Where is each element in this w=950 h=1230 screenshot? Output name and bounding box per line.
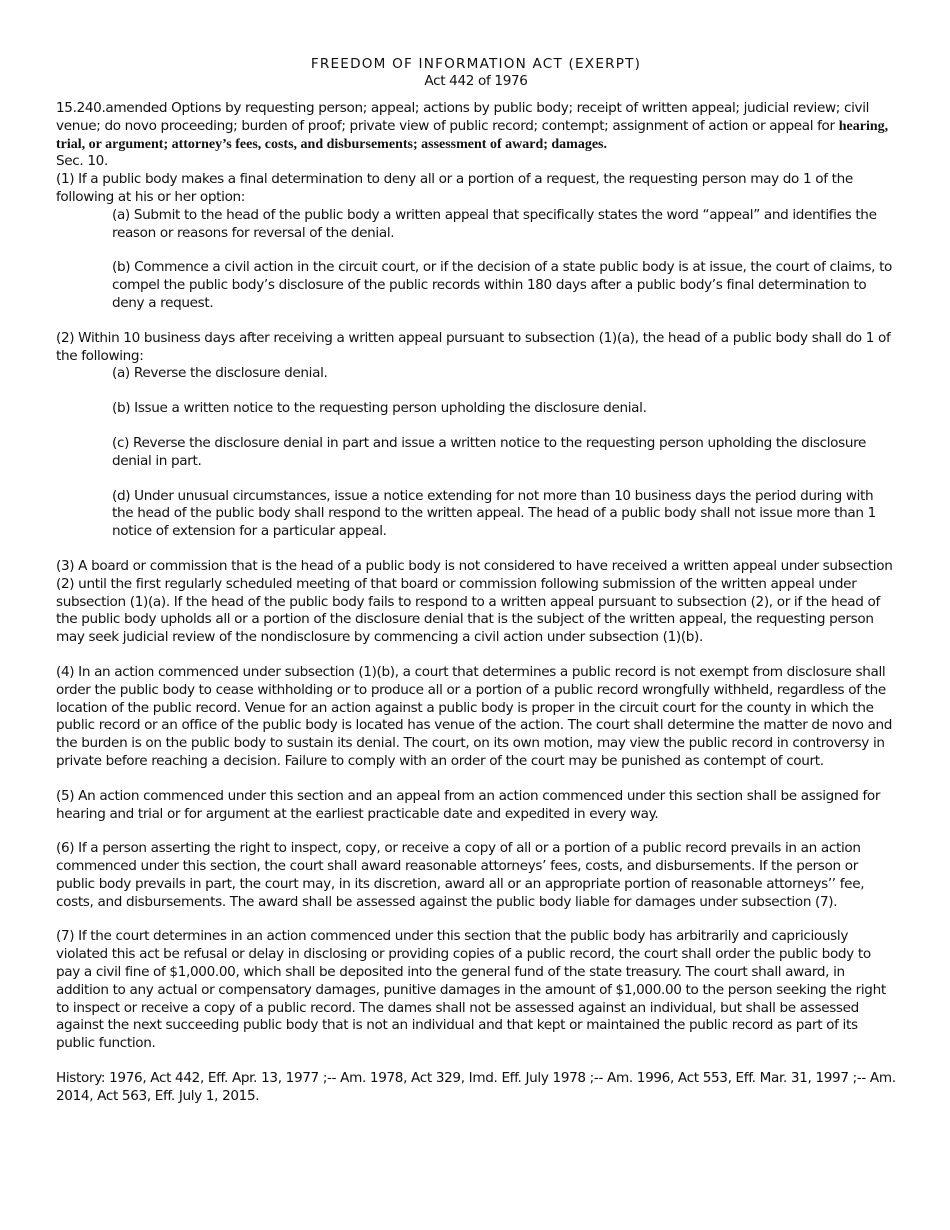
- document-page: [56, 56, 896, 1106]
- subsection-2b: (b) Issue a written notice to the requesting person upholding the disclosure denial.: [112, 400, 647, 417]
- subsection-2: (2) Within 10 business days after receiving a written appeal pursuant to subsection (1)(a), the head of a public body shall do 1 of the following:: [56, 329, 891, 364]
- subsection-1b: (b) Commence a civil action in the circuit court, or if the decision of a state public body is at issue, the court of claims, to compel the public body’s disclosure of the public records within 180 days after a public body’s final determination to deny a request.: [112, 259, 893, 311]
- subsection-1a: (a) Submit to the head of the public body a written appeal that specifically states the word “appeal” and identifies the reason or reasons for reversal of the denial.: [112, 206, 877, 241]
- section-number: Sec. 10.: [56, 153, 108, 170]
- document-title: FREEDOM OF INFORMATION ACT (EXERPT): [310, 56, 642, 72]
- subsection-3: (3) A board or commission that is the head of a public body is not considered to have received a written appeal under subsection (2) until the first regularly scheduled meeting of that board or commission following submission of the written appeal under subsection (1)(a). If the head of the public body fails to respond to a written appeal pursuant to subsection (2), or if the head of the public body upholds all or a portion of the disclosure denial that is the subject of the written appeal, the requesting person may seek judicial review of the nondisclosure by commencing a civil action under subsection (1)(b).: [56, 557, 893, 646]
- history-note: History: 1976, Act 442, Eff. Apr. 13, 1977 ;-- Am. 1978, Act 329, Imd. Eff. July 1978 ;-- Am. 1996, Act 553, Eff. Mar. 31, 1997 ;-- Am. 2014, Act 563, Eff. July 1, 2015.: [56, 1070, 896, 1104]
- subsection-2a: (a) Reverse the disclosure denial.: [112, 365, 328, 382]
- subsection-7: (7) If the court determines in an action commenced under this section that the public body has arbitrarily and capriciously violated this act be refusal or delay in disclosing or providing copies of a public record, the court shall order the public body to pay a civil fine of $1,000.00, which shall be deposited into the general fund of the state treasury. The court shall award, in addition to any actual or compensatory damages, punitive damages in the amount of $1,000.00 to the person seeking the right to inspect or receive a copy of a public record. The dames shall not be assessed against an individual, but shall be assessed against the next succeeding public body that is not an individual and that kept or maintained the public record as part of its public function.: [56, 928, 886, 1052]
- subsection-2d: (d) Under unusual circumstances, issue a notice extending for not more than 10 business days the period during with the head of the public body shall respond to the written appeal. The head of a public body shall not issue more than 1 notice of extension for a particular appeal.: [112, 487, 876, 540]
- document-subtitle: Act 442 of 1976: [424, 73, 528, 89]
- subsection-5: (5) An action commenced under this section and an appeal from an action commenced under this section shall be assigned for hearing and trial or for argument at the earliest practicable date and expedited in every way.: [56, 787, 881, 822]
- section-heading: [56, 100, 896, 153]
- subsection-6: (6) If a person asserting the right to inspect, copy, or receive a copy of all or a portion of a public record prevails in an action commenced under this section, the court shall award reasonable attorneys’ fees, costs, and disbursements. If the person or public body prevails in part, the court may, in its discretion, award all or an appropriate portion of reasonable attorneys’’ fee, costs, and disbursements. The award shall be assessed against the public body liable for damages under subsection (7).: [56, 840, 865, 910]
- subsection-1: (1) If a public body makes a final determination to deny all or a portion of a request, the requesting person may do 1 of the following at his or her option:: [56, 171, 853, 205]
- subsection-4: (4) In an action commenced under subsection (1)(b), a court that determines a public record is not exempt from disclosure shall order the public body to cease withholding or to produce all or a portion of a public record wrongfully withheld, regardless of the location of the public record. Venue for an action against a public body is proper in the circuit court for the county in which the public record or an office of the public body is located has venue of the action. The court shall determine the matter de novo and the burden is on the public body to sustain its denial. The court, on its own motion, may view the public record in controversy in private before reaching a decision. Failure to comply with an order of the court may be punished as contempt of court.: [56, 663, 893, 769]
- section-heading-text: 15.240.amended Options by requesting person; appeal; actions by public body; receipt of written appeal; judicial review; civil venue; do novo proceeding; burden of proof; private view of public record; contempt; assignment of action or appeal for: [56, 100, 870, 134]
- subsection-2c: (c) Reverse the disclosure denial in part and issue a written notice to the requesting person upholding the disclosure denial in part.: [112, 434, 867, 469]
- section-heading-bold-text: hearing, trial, or argument; attorney’s fees, costs, and disbursements; assessment of award; damages.: [56, 118, 889, 152]
